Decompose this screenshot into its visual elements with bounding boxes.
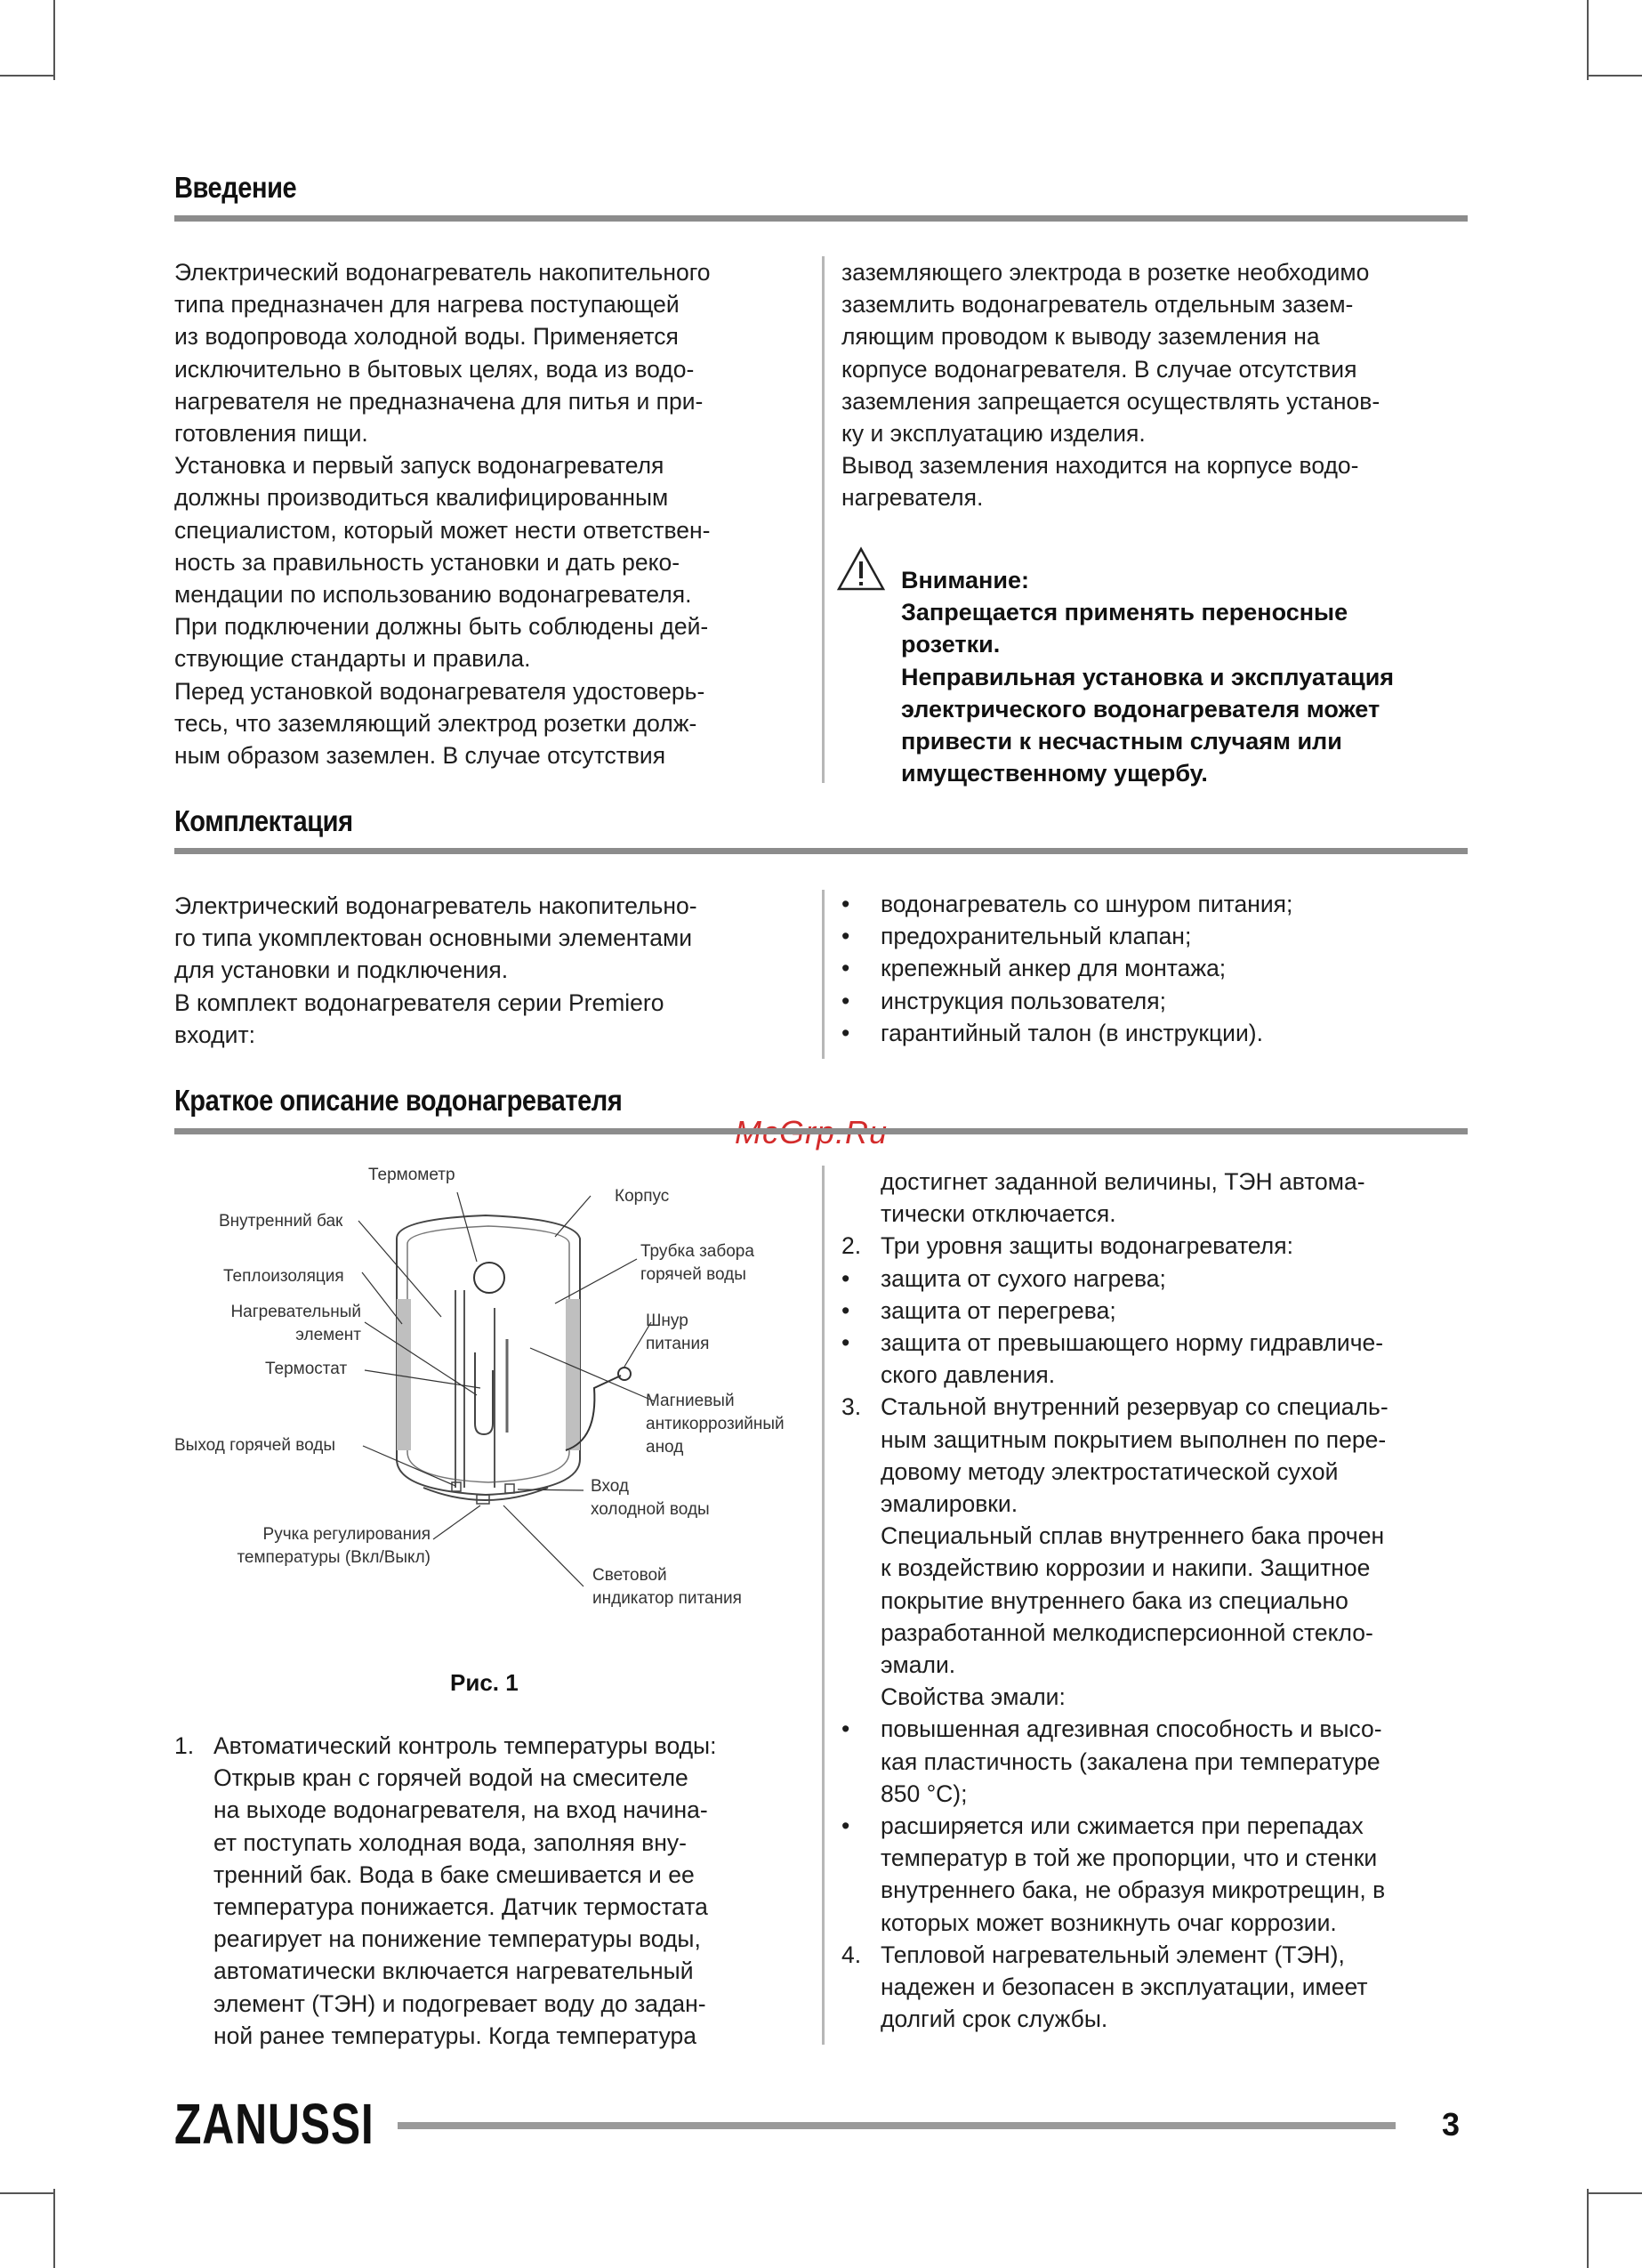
label-hot-water-outlet: Выход горячей воды bbox=[174, 1436, 335, 1455]
list-item: 1. Автоматический контроль температуры воды: Открыв кран с горячей водой на смесителе на выходе водонагревателя, на вход начина- ет поступать холодная вода, заполняя вну- тренний бак. Вода в баке смешивается и ее температура понижается. Датчик термостата реагирует на понижение температуры воды, автоматически включается нагревательный элемент (ТЭН) и подогревает воду до задан- ной ранее температуры. Когда температура bbox=[174, 1732, 717, 2049]
section-title-description: Краткое описание водонагревателя bbox=[174, 1084, 623, 1117]
label-magnesium-anode: Магниевый антикоррозийный анод bbox=[646, 1392, 785, 1457]
crop-mark bbox=[1587, 0, 1589, 80]
list-item: 2. Три уровня защиты водонагревателя: bbox=[841, 1232, 1293, 1260]
list-item: • защита от перегрева; bbox=[841, 1296, 1116, 1324]
intro-right-text: заземляющего электрода в розетке необходимо заземлить водонагреватель отдельным зазем- ляющим проводом к выводу заземления на корпусе водонагревателя. В случае отсутствия заземления запрещается осуществлять установ- ку и эксплуатацию изделия. Вывод заземления находится на корпусе водо- нагревателя. bbox=[841, 259, 1380, 512]
column-separator bbox=[822, 890, 825, 1059]
column-separator bbox=[822, 1166, 825, 2045]
label-thermostat: Термостат bbox=[265, 1360, 348, 1378]
label-body: Корпус bbox=[615, 1187, 670, 1206]
footer-bar bbox=[398, 2122, 1396, 2129]
crop-mark bbox=[1587, 75, 1642, 77]
label-inner-tank: Внутренний бак bbox=[219, 1212, 343, 1231]
warning-text: Внимание: Запрещается применять переносные розетки. Неправильная установка и эксплуатация электрического водонагревателя может привести к несчастным случаям или имущественному ущербу. bbox=[901, 567, 1395, 787]
figure-caption: Рис. 1 bbox=[450, 1669, 519, 1696]
section-title-intro: Введение bbox=[174, 171, 297, 204]
list-item: • крепежный анкер для монтажа; bbox=[841, 955, 1227, 982]
crop-mark bbox=[1587, 2189, 1589, 2268]
list-item: • расширяется или сжимается при перепадах температур в той же пропорции, что и стенки внутреннего бака, не образуя микротрещин, в которых может возникнуть очаг коррозии. bbox=[841, 1812, 1386, 1936]
kit-items-list bbox=[841, 888, 1482, 1049]
label-heating-element: Нагревательный элемент bbox=[230, 1303, 361, 1344]
label-insulation: Теплоизоляция bbox=[223, 1267, 344, 1286]
label-temperature-knob: Ручка регулирования температуры (Вкл/Выкл) bbox=[237, 1525, 431, 1567]
label-power-cord: Шнур питания bbox=[646, 1312, 710, 1353]
crop-mark bbox=[0, 75, 55, 77]
list-item: 3. Стальной внутренний резервуар со специаль- ным защитным покрытием выполнен по пере- довому методу электростатической сухой эмалировки. Специальный сплав внутреннего бака прочен к воздействию коррозии и накипи. Защитное покрытие внутреннего бака из специально разработанной мелкодисперсионной стекло- эмали. Свойства эмали: bbox=[841, 1393, 1388, 1711]
label-cold-water-inlet: Вход холодной воды bbox=[591, 1477, 710, 1519]
list-item: • защита от сухого нагрева; bbox=[841, 1264, 1166, 1292]
list-item: достигнет заданной величины, ТЭН автома- тически отключается. bbox=[881, 1168, 1365, 1228]
crop-mark bbox=[53, 0, 55, 80]
section-rule bbox=[174, 1128, 1468, 1134]
list-item: • защита от превышающего норму гидравличе- ского давления. bbox=[841, 1329, 1384, 1389]
label-thermometer: Термометр bbox=[368, 1166, 455, 1184]
section-rule bbox=[174, 848, 1468, 854]
label-hot-water-pipe: Трубка забора горячей воды bbox=[640, 1242, 754, 1284]
list-item: 4. Тепловой нагревательный элемент (ТЭН), надежен и безопасен в эксплуатации, имеет долгий срок службы. bbox=[841, 1941, 1368, 2033]
list-item: • инструкция пользователя; bbox=[841, 987, 1166, 1014]
list-item: • гарантийный талон (в инструкции). bbox=[841, 1019, 1263, 1046]
warning-icon bbox=[836, 546, 886, 593]
page-number: 3 bbox=[1442, 2106, 1461, 2143]
list-item: • повышенная адгезивная способность и высо- кая пластичность (закалена при температуре 850 °C); bbox=[841, 1715, 1382, 1807]
brand-logo: ZANUSSI bbox=[174, 2092, 374, 2156]
water-heater-diagram bbox=[174, 1157, 824, 1619]
label-power-indicator: Световой индикатор питания bbox=[592, 1566, 742, 1608]
column-separator bbox=[822, 256, 825, 783]
crop-mark bbox=[0, 2192, 55, 2194]
section-title-kit: Комплектация bbox=[174, 804, 353, 837]
list-item: • предохранительный клапан; bbox=[841, 923, 1192, 950]
section-rule bbox=[174, 215, 1468, 222]
kit-left-text: Электрический водонагреватель накопительно- го типа укомплектован основными элементами для установки и подключения. В комплект водонагревателя серии Premiero входит: bbox=[174, 892, 697, 1048]
description-right-list bbox=[841, 1166, 1482, 2035]
description-left-list bbox=[174, 1730, 815, 2052]
crop-mark bbox=[53, 2189, 55, 2268]
list-item: • водонагреватель со шнуром питания; bbox=[841, 891, 1293, 917]
crop-mark bbox=[1587, 2192, 1642, 2194]
intro-left-text: Электрический водонагреватель накопительного типа предназначен для нагрева поступающей из водопровода холодной воды. Применяется исключительно в бытовых целях, вода из водо- нагревателя не предназначена для питья и при- готовления пищи. Установка и первый запуск водонагревателя должны производиться квалифицированным специалистом, который может нести ответствен- ность за правильность установки и дать реко- мендации по использованию водонагревателя. При подключении должны быть соблюдены дей- ствующие стандарты и правила. Перед установкой водонагревателя удостоверь- тесь, что заземляющий электрод розетки долж- ным образом заземлен. В случае отсутствия bbox=[174, 259, 711, 770]
